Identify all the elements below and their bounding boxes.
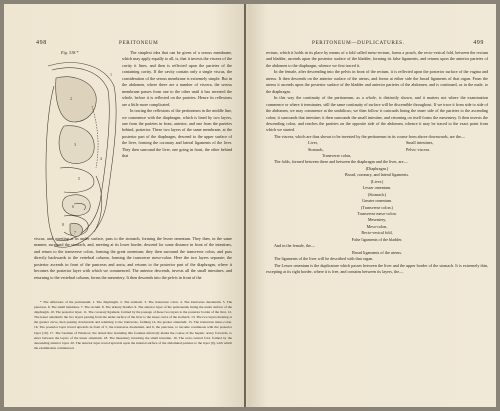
viscera-stomach: Stomach, <box>308 146 324 152</box>
viscera-liver: Liver, <box>308 140 318 146</box>
figure-caption: * The reflexions of the peritoneum. 1. The diaphragm. 2. The stomach. 3. The transverse colon. 4. The transverse duodenum. 5. The pancreas. 6. The small intestines. 7. The rectum. 8. The urinary bladder. 9. The anterior layer of the peritoneum, lining the under surface of the diaphragm. 10. The posterior layer. 11. The coronary ligament, formed by the passage of these two layers to the posterior border of the liver. 12. The lesser omentum; the two layers passing from the under surface of the liver to the lesser curve of the stomach. 13. The two layers meeting at the greater curve, then passing downwards and returning to the transverse, forming 14, the greater omentum. 15. The transverse meso-colon. 16. The posterior layer traced upwards in front of 5, the transverse duodenum, and 6, the pancreas, to become continuous with the posterior layer (10). 17. The foramen of Winslow; the dotted line bounding this foramen inferiorly marks the course of the hepatic artery forwards, to enter between the layers of the lesser omentum. 18. The mesentery investing the small intestine. 19. The recto-vesical fold, formed by the descending anterior layer. 20. The anterior layer traced upwards upon the internal surface of the abdominal parietes to the layer (9), with which the examination commenced. <box>34 300 233 350</box>
left-column-text <box>122 50 232 160</box>
fold-transverse-colon: (Transverse colon.) <box>360 204 394 210</box>
right-paragraph-3: In this way the continuity of the peritoneum, as a whole, is distinctly shown, and it matters not where the examination commence or where it terminates, still the same continuity of surface will be discernible throughout. If we trace it from side to side of the abdomen, we may commence at the umbilicus; we then follow it outwards lining the inner side of the parietes to the ascending colon; it surrounds that intestine; it then surrounds the small intestine, and returning on itself forms the mesentery. It then invests the descending colon, and reaches the parietes on the opposite side of the abdomen, whence it may be traced to the exact point from which we started. <box>266 95 488 133</box>
fold-lesser-omentum: Lesser omentum. <box>362 185 392 191</box>
svg-text:5: 5 <box>78 176 80 181</box>
left-paragraph-1: The simplest idea that can be given of a serous membrane, which may apply equally to all, is, that it invests the viscera of the cavity it lines, and then is reflected upon the parietes of the containing cavity. If the cavity contain only a single viscus, the consideration of the serous membrane is extremely simple. But in the abdomen, where there are a number of viscera, the serous membrane passes from one to the other until it has invested the whole, before it is reflected on the parietes. Hence its reflexions are a little more complicated. <box>122 50 232 107</box>
left-page <box>4 4 248 407</box>
fold-mesentery: Mesentery, <box>367 217 387 223</box>
svg-text:3: 3 <box>74 142 76 147</box>
fold-broad-coronary-lateral: Broad, coronary, and lateral ligaments. <box>344 172 410 178</box>
left-paragraph-2: In tracing the reflexions of the peritoneum in the middle line, we commence with the diaphragm, which is lined by two layers, one from the parietes in front, anterior, and one from the parietes behind, posterior. These two layers of the same membrane, at the posterior part of the diaphragm, descend to the upper surface of the liver, forming the coronary and lateral ligaments of the liver. They then surround the liver, one going in front, the other behind that <box>122 108 232 159</box>
viscera-pelvic: Pelvic viscera. <box>406 146 431 152</box>
right-running-title: PERITONEUM—DUPLICATURES. <box>312 40 405 46</box>
female-pelvis-line: And in the female, the— <box>274 243 316 249</box>
book-gutter <box>244 4 246 407</box>
fold-recto-vesical: Recto-vesical fold, <box>361 230 393 236</box>
fold-diaphragm: (Diaphragm.) <box>365 165 389 171</box>
right-paragraph-4: The viscera, which are thus shown to be invested by the peritoneum in its course from above downwards, are the— <box>274 133 465 139</box>
right-paragraph-2: In the female, after descending into the pelvis in front of the rectum, it is reflected upon the posterior surface of the vagina and uterus. It then descends on the anterior surface of the uterus, and forms at either side the broad ligaments of that organ. From the uterus it ascends upon the posterior surface of the bladder and anterior parietes of the abdomen, and is continued, as in the male, to the diaphragm. <box>266 69 488 94</box>
peritoneum-figure <box>34 56 118 256</box>
right-paragraph-7: The Lesser omentum is the duplicature which passes between the liver and the upper border of the stomach. It is extremely thin, excepting at its right border, where it is free, and contains between its layers, the— <box>266 262 488 275</box>
svg-text:7: 7 <box>74 230 76 235</box>
right-paragraph-6: The ligaments of the liver will be described with that organ. <box>274 256 374 262</box>
svg-text:2: 2 <box>70 96 72 101</box>
viscera-small-intestines: Small intestines, <box>406 140 434 146</box>
fold-transverse-meso-colon: Transverse meso-colon. <box>357 210 397 216</box>
left-page-number: 498 <box>36 40 47 46</box>
svg-text:4: 4 <box>100 156 102 161</box>
viscera-transverse-colon: Transverse colon, <box>322 152 352 158</box>
left-full-text <box>34 236 232 281</box>
svg-text:8: 8 <box>62 222 64 227</box>
left-running-title: PERITONEUM <box>119 40 159 46</box>
right-page <box>248 4 496 407</box>
left-paragraph-3: viscus, and, meeting at its under surface, pass to the stomach, forming the lesser omentum. They then, in the same manner, surround the stomach, and, meeting at its lower border, descend for some distance in front of the intestines, and return to the transverse colon, forming the great omentum; they then surround the transverse colon, and pass directly backwards to the vertebral column, forming the transverse meso-colon. Here the two layers separate; the posterior ascends in front of the pancreas and aorta, and returns to the posterior part of the diaphragm, where it becomes the posterior layer with which we commenced. The anterior descends, invests all the small intestines, and returning to the vertebral column, forms the mesentery. It then descends into the pelvis in front of the <box>34 236 232 280</box>
fold-greater-omentum: Greater omentum. <box>361 198 393 204</box>
right-page-number: 499 <box>473 40 484 46</box>
right-paragraph-5: The folds, formed between these and between the diaphragm and the liver, are— <box>274 159 408 165</box>
fold-liver: (Liver.) <box>370 178 384 184</box>
fold-stomach: (Stomach.) <box>367 191 387 197</box>
book-spread <box>4 4 496 407</box>
svg-text:6: 6 <box>72 204 74 209</box>
fold-broad-ligaments-uterus: Broad ligaments of the uterus. <box>351 249 403 255</box>
figure-caption-notes <box>34 300 232 351</box>
right-main-text <box>266 50 488 276</box>
right-paragraph-1: rectum, which it holds in its place by means of a fold called meso-rectum, forms a pouch, the recto-vesical fold, between the rectum and bladder, ascends upon the posterior surface of the bladder, forming its false ligaments, and returns upon the anterior parietes of the abdomen to the diaphragm, whence we first traced it. <box>266 50 488 68</box>
fold-meso-colon: Meso-colon, <box>366 223 388 229</box>
figure-label: Fig. 318.* <box>61 50 79 55</box>
svg-text:1: 1 <box>110 72 112 77</box>
fold-false-ligaments: False ligaments of the bladder. <box>351 236 403 242</box>
viscera-list <box>266 140 488 159</box>
